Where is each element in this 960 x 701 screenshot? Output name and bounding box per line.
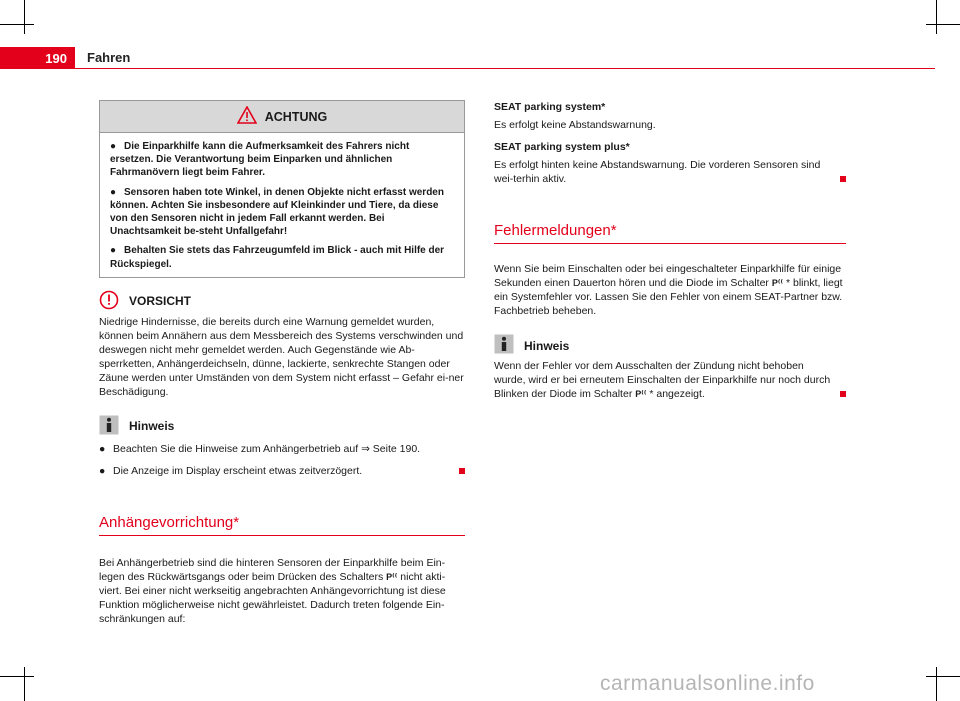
- fehler-heading: Fehlermeldungen*: [494, 224, 846, 244]
- achtung-box: [99, 100, 465, 278]
- anhaenger-heading: Anhängevorrichtung*: [99, 516, 465, 536]
- sps-plus-text: Es erfolgt hinten keine Abstandswarnung. Die vorderen Sensoren sind wei-terhin aktiv.: [494, 159, 821, 185]
- achtung-item: ● Sensoren haben tote Winkel, in denen Objekte nicht erfasst werden können. Achten Sie insbesondere auf Kleinkinder und Tiere, da diese von den Sensoren nicht in jedem Fall erkannt werden. Bei Unachtsamkeit be-steht Unfallgefahr!: [110, 186, 444, 238]
- parking-switch-icon: P⁽⁽: [771, 278, 784, 288]
- sps-plus-block: [494, 158, 846, 186]
- list-item: ● Die Anzeige im Display erscheint etwas zeitverzögert.: [99, 464, 465, 478]
- info-icon: [99, 415, 119, 438]
- achtung-item: ● Behalten Sie stets das Fahrzeugumfeld im Blick - auch mit Hilfe der Rückspiegel.: [110, 245, 445, 270]
- crop-mark: [926, 676, 960, 677]
- vorsicht-header: [99, 290, 465, 313]
- hinweis-title: Hinweis: [129, 419, 175, 434]
- anhaenger-text: Bei Anhängerbetrieb sind die hinteren Sensoren der Einparkhilfe beim Ein-legen des Rückwärtsgangs oder beim Drücken des Schalters P⁽⁽ nicht akti-viert. Bei einer nicht werkseitig angebrachten Anhängevorrichtung ist diese Funktion möglicherweise nicht gewährleistet. Dadurch treten folgende Ein-schränkungen auf:: [99, 556, 446, 625]
- caution-icon: [99, 290, 119, 313]
- achtung-header: [100, 101, 464, 133]
- sps-plus-heading: SEAT parking system plus*: [494, 141, 630, 153]
- crop-mark: [936, 667, 937, 701]
- right-column: [494, 100, 846, 401]
- section-title: Fahren: [87, 50, 131, 65]
- page-number: 190: [0, 47, 75, 69]
- achtung-title: ACHTUNG: [264, 109, 328, 124]
- vorsicht-title: VORSICHT: [129, 294, 192, 309]
- end-of-section-mark: [840, 176, 846, 182]
- sps-text: Es erfolgt keine Abstandswarnung.: [494, 119, 656, 131]
- hinweis-right-block: [494, 359, 846, 401]
- crop-mark: [24, 0, 25, 34]
- end-of-section-mark: [459, 468, 465, 474]
- achtung-item: ● Die Einparkhilfe kann die Aufmerksamkeit des Fahrers nicht ersetzen. Die Verantwortung beim Einparken und ähnlichen Fahrmanövern liegt beim Fahrer.: [110, 141, 410, 179]
- hinweis-title: Hinweis: [524, 338, 570, 353]
- end-of-section-mark: [840, 391, 846, 397]
- fehler-text: Wenn Sie beim Einschalten oder bei eingeschalteter Einparkhilfe für einige Sekunden einen Dauerton hören und die Diode im Schalter P⁽⁽ * blinkt, liegt ein Systemfehler vor. Lassen Sie den Fehler von einem SEAT-Partner bzw. Fachbetrieb beheben.: [494, 263, 843, 317]
- info-icon: [494, 334, 514, 357]
- vorsicht-text: Niedrige Hindernisse, die bereits durch eine Warnung gemeldet wurden, können beim Annähern aus dem Messbereich des Systems verschwinden und deswegen nicht mehr gemeldet werden. Auch Gegenstände wie Ab-sperrketten, Anhängerdeichseln, dünne, lackierte, senkrechte Stangen oder Zäune werden unter Umständen von dem System nicht erfasst – Gefahr ei-ner Beschädigung.: [99, 315, 464, 398]
- achtung-body: [100, 133, 464, 277]
- crop-mark: [24, 667, 25, 701]
- hinweis-right-text: Wenn der Fehler vor dem Ausschalten der Zündung nicht behoben wurde, wird er bei erneutem Einschalten der Einparkhilfe nur noch durch Blinken der Diode im Schalter P⁽⁽ * angezeigt.: [494, 360, 831, 400]
- hinweis-header-right: [494, 334, 846, 357]
- hinweis-header: [99, 415, 465, 438]
- parking-switch-icon: P⁽⁽: [386, 571, 398, 582]
- crop-mark: [936, 0, 937, 34]
- watermark: carmanualsonline.info: [600, 672, 815, 695]
- left-column: [99, 100, 465, 626]
- header-rule: [75, 68, 935, 69]
- crop-mark: [0, 676, 34, 677]
- sps-heading: SEAT parking system*: [494, 101, 606, 113]
- crop-mark: [0, 24, 34, 25]
- crop-mark: [926, 24, 960, 25]
- warning-triangle-icon: [237, 106, 257, 127]
- parking-switch-icon: P⁽⁽: [635, 389, 647, 399]
- list-item: ● Beachten Sie die Hinweise zum Anhängerbetrieb auf ⇒ Seite 190.: [99, 442, 421, 455]
